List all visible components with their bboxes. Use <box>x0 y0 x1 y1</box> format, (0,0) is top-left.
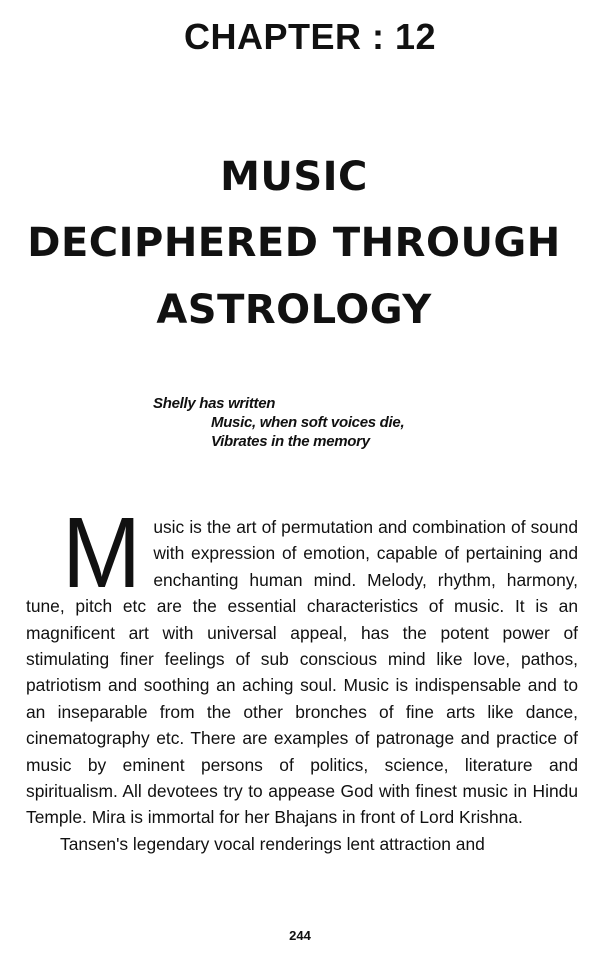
paragraph-2: Tansen's legendary vocal renderings lent attraction and <box>60 833 485 854</box>
epigraph-verse-line-2: Vibrates in the memory <box>211 433 370 450</box>
chapter-title-line-3: ASTROLOGY <box>156 287 432 333</box>
chapter-heading: CHAPTER : 12 <box>183 16 437 57</box>
drop-cap: M <box>62 497 142 609</box>
paragraph-1 <box>26 497 578 831</box>
epigraph <box>153 394 404 451</box>
page-number: 244 <box>289 928 311 943</box>
paragraph-1-text: usic is the art of permutation and combination of sound with expression of emotion, capable of pertaining and enchanting human mind. Melody, rhythm, harmony, tune, pitch etc are the essential characteristics of music. It is an magnificent art with universal appeal, has the potent power of stimulating finer feelings of sub conscious mind like love, pathos, patriotism and soothing an aching soul. Music is indispensable and to an inseparable from the other bronches of fine arts like dance, cinematography etc. There are examples of patronage and practice of music by eminent persons of politics, science, literature and spiritualism. All devotees try to appease God with finest music in Hindu Temple. Mira is immortal for her Bhajans in front of Lord Krishna. <box>26 517 578 828</box>
chapter-title-line-2: DECIPHERED THROUGH <box>27 220 561 266</box>
epigraph-attribution: Shelly has written <box>153 395 276 412</box>
body-text <box>26 497 578 857</box>
epigraph-verse-line-1: Music, when soft voices die, <box>211 414 405 431</box>
chapter-title-line-1: MUSIC <box>220 154 368 200</box>
